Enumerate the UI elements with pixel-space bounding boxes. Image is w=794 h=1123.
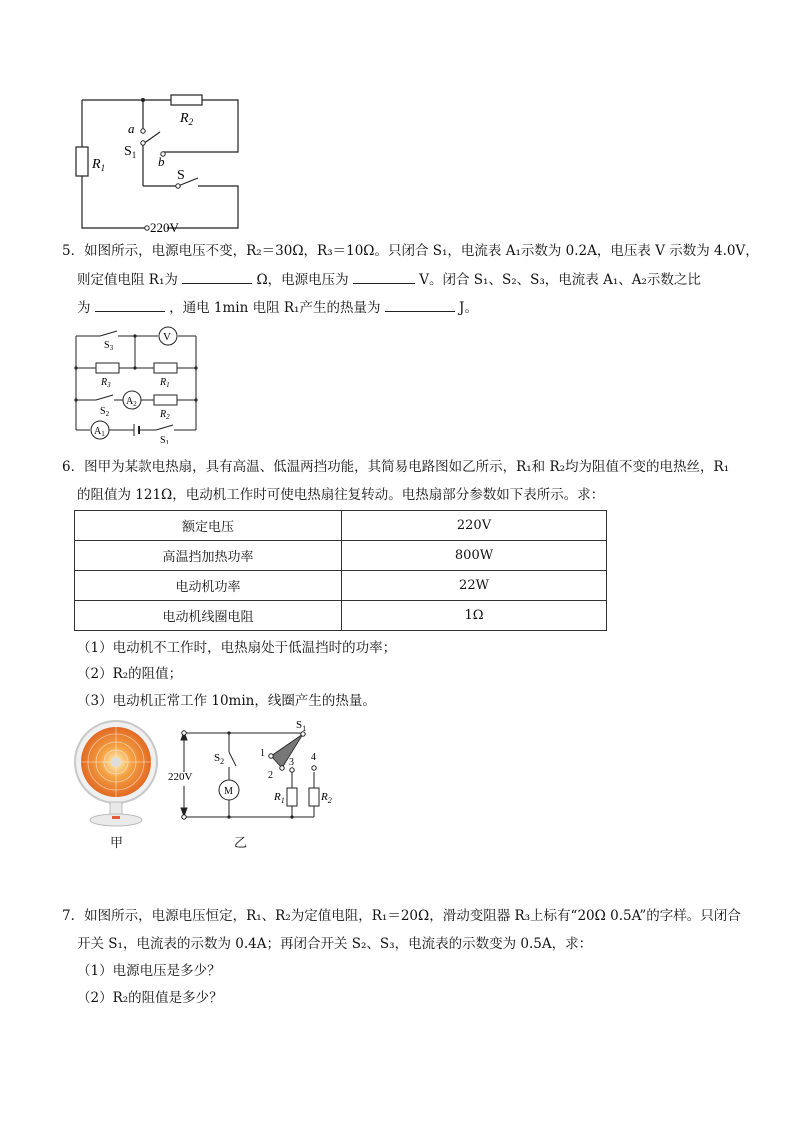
q6-sub3: （3）电动机正常工作 10min，线圈产生的热量。 — [77, 693, 376, 709]
q7-sub2: （2）R₂的阻值是多少？ — [77, 990, 223, 1006]
parameter-table — [74, 510, 607, 631]
q5-text: ，通电 1min 电阻 R₁产生的热量为 — [169, 300, 381, 316]
svg-text:R2 — [179, 111, 194, 127]
table-cell: 电动机功率 — [75, 571, 342, 601]
circuit-diagram-q6 — [162, 716, 340, 824]
q5-blank-ratio[interactable] — [95, 297, 165, 312]
svg-text:S1 — [296, 719, 306, 733]
label-r3-sub: 3 — [107, 381, 111, 389]
svg-text:S2 — [214, 752, 224, 766]
meter-a1: A — [94, 426, 102, 437]
label-r1: R — [92, 157, 101, 172]
label-s1-sub: 1 — [165, 439, 170, 444]
label-r2-sub: 2 — [327, 796, 332, 805]
svg-text:R2 — [159, 409, 170, 421]
q7-sub1: （1）电源电压是多少？ — [77, 963, 221, 979]
q5-text: 则定值电阻 R₁为 — [77, 272, 178, 288]
label-r2: R — [321, 791, 328, 803]
table-row — [75, 601, 607, 631]
label-s2: S — [100, 406, 106, 417]
label-r2-sub: 2 — [188, 117, 194, 127]
svg-text:R1 — [91, 157, 105, 173]
q6-line1: 6．图甲为某款电热扇，具有高温、低温两挡功能，其简易电路图如乙所示，R₁和 R₂均为阻值不变的电热丝，R₁ — [62, 459, 730, 475]
label-s: S — [177, 168, 185, 183]
label-r1: R — [160, 377, 167, 388]
q5-text: Ω，电源电压为 — [256, 272, 349, 288]
svg-text:S3 — [104, 340, 114, 352]
contact-3: 3 — [289, 757, 294, 768]
svg-text:S2 — [100, 406, 110, 418]
meter-a1-sub: 1 — [101, 430, 105, 438]
q5-line2 — [77, 269, 701, 290]
table-cell: 1Ω — [342, 601, 607, 631]
q7-line1: 7．如图所示，电源电压恒定，R₁、R₂为定值电阻，R₁＝20Ω，滑动变阻器 R₃上标有“20Ω 0.5A”的字样。只闭合 — [62, 908, 741, 924]
q5-blank-r1[interactable] — [182, 269, 252, 284]
label-r2-sub: 2 — [166, 413, 170, 421]
label-r2: R — [180, 111, 189, 126]
table-row — [75, 511, 607, 541]
label-source: 220V — [150, 220, 179, 235]
heater-fan-illustration — [72, 718, 160, 830]
figure-label-jia: 甲 — [110, 836, 124, 851]
table-cell: 额定电压 — [75, 511, 342, 541]
q5-text: J。 — [459, 300, 478, 316]
label-b: b — [158, 154, 165, 169]
contact-1: 1 — [260, 748, 265, 759]
meter-v: V — [163, 331, 171, 343]
label-s1: S — [296, 719, 303, 731]
q5-text: 为 — [77, 300, 91, 316]
label-r2: R — [160, 409, 167, 420]
label-s1: S — [124, 144, 132, 159]
svg-text:S1 — [160, 435, 170, 444]
label-a: a — [128, 121, 135, 136]
svg-text:R1 — [273, 791, 285, 805]
figure-label-yi: 乙 — [234, 836, 248, 851]
label-s3-sub: 3 — [109, 344, 114, 352]
table-cell: 电动机线圈电阻 — [75, 601, 342, 631]
table-cell: 800W — [342, 541, 607, 571]
label-s2-sub: 2 — [105, 410, 110, 418]
svg-text:R2 — [320, 791, 332, 805]
q5-blank-voltage[interactable] — [353, 269, 415, 284]
table-cell: 高温挡加热功率 — [75, 541, 342, 571]
label-r1-sub: 1 — [100, 163, 106, 173]
meter-a2: A — [126, 396, 134, 407]
q7-line2: 开关 S₁，电流表的示数为 0.4A；再闭合开关 S₂、S₃，电流表的示数变为 0.5A，求： — [77, 936, 593, 952]
resistor-r1 — [76, 147, 88, 176]
q6-line2: 的阻值为 121Ω，电动机工作时可使电热扇往复转动。电热扇部分参数如下表所示。求： — [77, 487, 605, 503]
svg-text:R1 — [159, 377, 170, 389]
circuit-diagram-q5 — [70, 322, 200, 444]
table-cell: 22W — [342, 571, 607, 601]
label-s1-sub: 1 — [131, 150, 137, 160]
table-row — [75, 541, 607, 571]
q5-blank-heat[interactable] — [385, 297, 455, 312]
svg-text:R3 — [100, 377, 111, 389]
svg-text:S1 — [124, 144, 136, 160]
rotary-switch-s1 — [271, 734, 303, 768]
label-r1-sub: 1 — [280, 796, 285, 805]
table-cell: 220V — [342, 511, 607, 541]
circuit-diagram-top — [70, 92, 250, 237]
label-s2-sub: 2 — [220, 757, 225, 766]
label-220v: 220V — [168, 771, 193, 783]
resistor-r2 — [171, 95, 202, 105]
q6-sub2: （2）R₂的阻值； — [77, 666, 183, 682]
label-s2: S — [214, 752, 221, 764]
label-s1-sub: 1 — [302, 724, 307, 733]
q6-sub1: （1）电动机不工作时，电热扇处于低温挡时的功率； — [77, 640, 397, 656]
motor-symbol: M — [224, 786, 233, 797]
table-row — [75, 571, 607, 601]
label-r3: R — [101, 377, 108, 388]
label-s1: S — [160, 435, 166, 444]
meter-a2-sub: 2 — [133, 400, 137, 408]
contact-2: 2 — [268, 770, 273, 781]
label-r1: R — [274, 791, 281, 803]
label-r1-sub: 1 — [166, 381, 170, 389]
q5-line1: 5．如图所示，电源电压不变，R₂＝30Ω，R₃＝10Ω。只闭合 S₁，电流表 A₁示数为 0.2A，电压表 V 示数为 4.0V， — [62, 243, 759, 259]
label-s3: S — [104, 340, 110, 351]
contact-4: 4 — [311, 752, 316, 763]
q5-line3 — [77, 297, 478, 318]
q5-text: V。闭合 S₁、S₂、S₃，电流表 A₁、A₂示数之比 — [419, 272, 701, 288]
